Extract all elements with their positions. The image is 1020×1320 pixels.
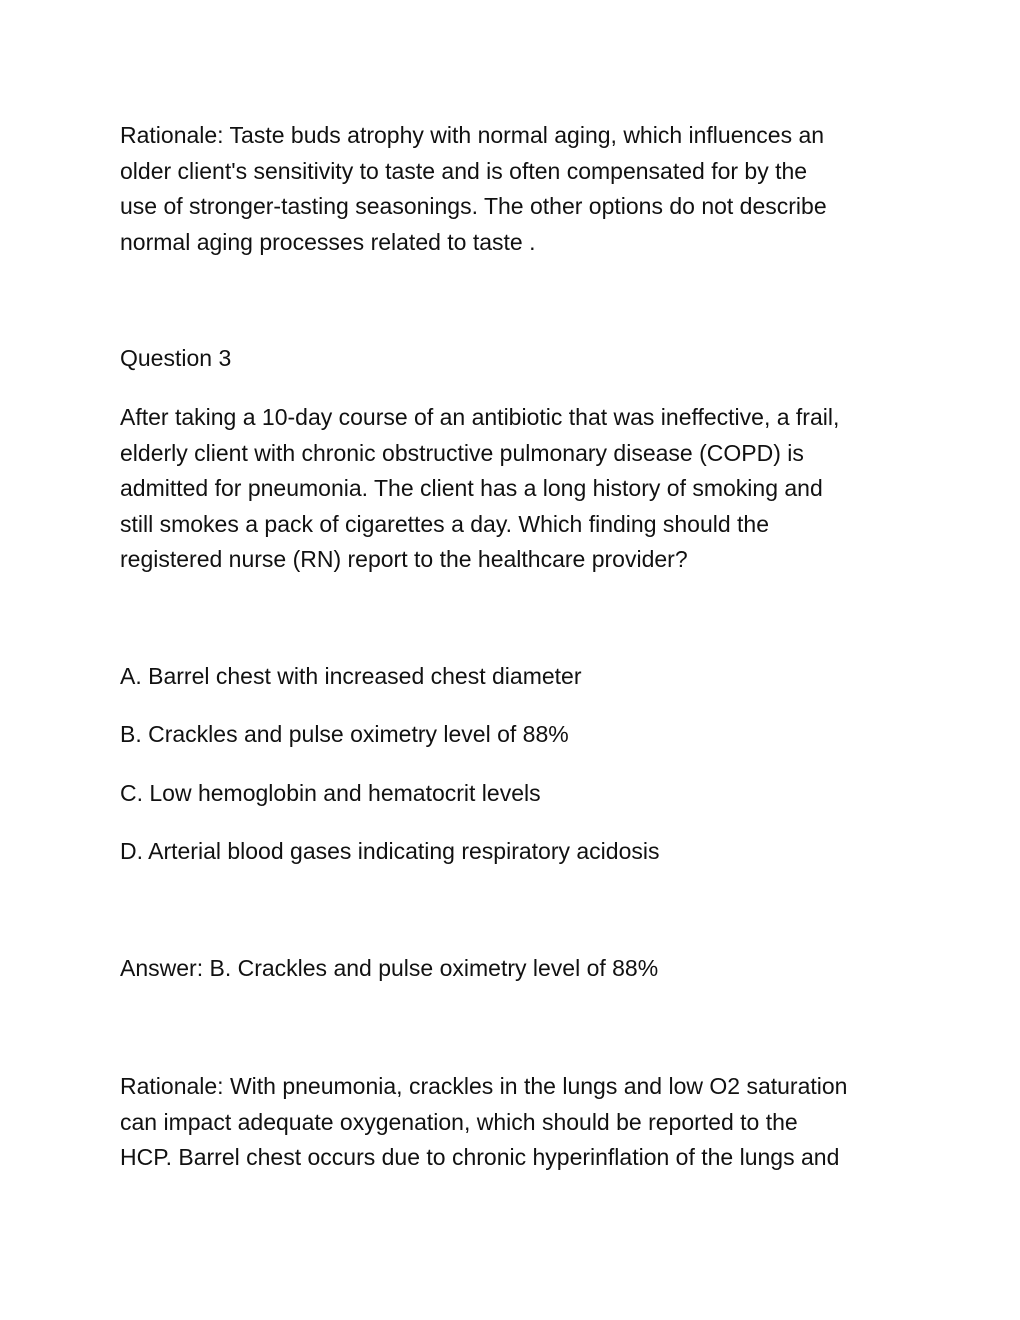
question-stem: [120, 400, 910, 578]
rationale-line: Rationale: With pneumonia, crackles in the lungs and low O2 saturation: [120, 1073, 848, 1099]
question-stem-line: still smokes a pack of cigarettes a day. Which finding should the: [120, 510, 770, 537]
question-rationale-paragraph: [120, 1069, 910, 1176]
question-stem-line: elderly client with chronic obstructive pulmonary disease (COPD) is: [120, 439, 804, 466]
rationale-line: can impact adequate oxygenation, which should be reported to the: [120, 1108, 798, 1135]
option-a: A. Barrel chest with increased chest diameter: [120, 663, 582, 689]
question-stem-line: registered nurse (RN) report to the healthcare provider?: [120, 546, 688, 572]
rationale-line: Rationale: Taste buds atrophy with normal aging, which influences an: [120, 122, 825, 148]
rationale-line: normal aging processes related to taste .: [120, 228, 536, 255]
option-b: B. Crackles and pulse oximetry level of 88%: [120, 721, 569, 747]
question-heading: Question 3: [120, 345, 232, 371]
rationale-line: older client's sensitivity to taste and is often compensated for by the: [120, 157, 808, 184]
previous-rationale-paragraph: [120, 118, 910, 260]
question-stem-line: admitted for pneumonia. The client has a long history of smoking and: [120, 475, 823, 501]
question-stem-line: After taking a 10-day course of an antibiotic that was ineffective, a frail,: [120, 404, 840, 430]
rationale-line: use of stronger-tasting seasonings. The other options do not describe: [120, 193, 827, 219]
rationale-line: HCP. Barrel chest occurs due to chronic hyperinflation of the lungs and: [120, 1144, 840, 1170]
answer-line: Answer: B. Crackles and pulse oximetry level of 88%: [120, 955, 659, 981]
option-c: C. Low hemoglobin and hematocrit levels: [120, 780, 541, 806]
option-d: D. Arterial blood gases indicating respiratory acidosis: [120, 838, 660, 864]
